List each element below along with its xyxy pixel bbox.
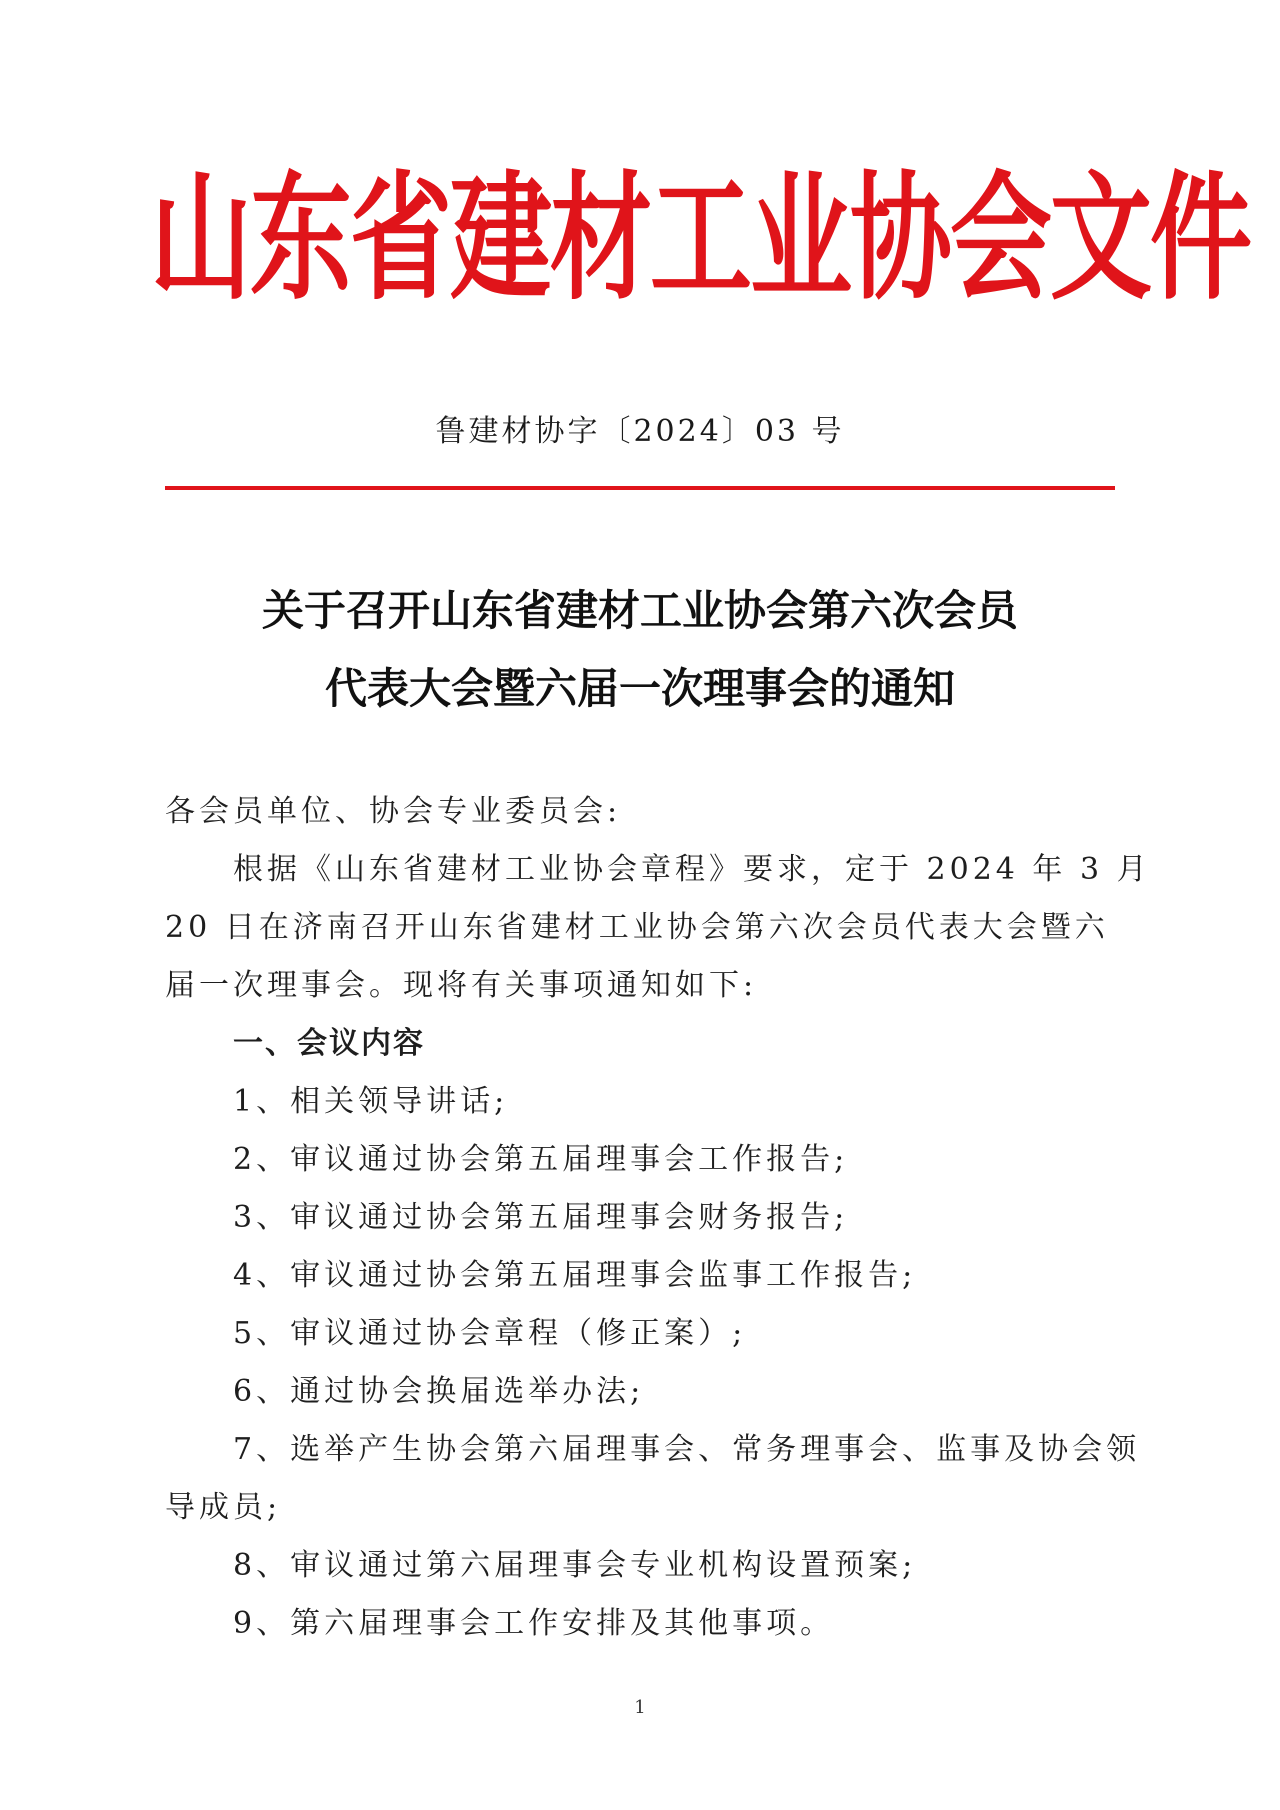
notice-body: [165, 783, 1151, 1653]
intro-line-3: 届一次理事会。现将有关事项通知如下:: [165, 968, 758, 1003]
list-item-1: 1、相关领导讲话;: [233, 1084, 509, 1119]
masthead-title: 山东省建材工业协会文件: [150, 159, 1250, 320]
section-heading-meeting-content: 一、会议内容: [233, 1026, 425, 1061]
list-item-4: 4、审议通过协会第五届理事会监事工作报告;: [233, 1258, 917, 1293]
list-item-2: 2、审议通过协会第五届理事会工作报告;: [233, 1142, 849, 1177]
list-item-7-continued: 导成员;: [165, 1490, 282, 1525]
list-item-6: 6、通过协会换届选举办法;: [233, 1374, 645, 1409]
intro-line-1: 根据《山东省建材工业协会章程》要求，定于 2024 年 3 月: [233, 852, 1151, 887]
notice-title: [0, 572, 1280, 728]
page-number: 1: [634, 1697, 646, 1718]
salutation: 各会员单位、协会专业委员会:: [165, 794, 622, 829]
red-divider-line: [165, 486, 1115, 490]
list-item-8: 8、审议通过第六届理事会专业机构设置预案;: [233, 1548, 917, 1583]
document-number: 鲁建材协字〔2024〕03 号: [435, 414, 845, 449]
list-item-3: 3、审议通过协会第五届理事会财务报告;: [233, 1200, 849, 1235]
list-item-5: 5、审议通过协会章程（修正案）;: [233, 1316, 747, 1351]
list-item-7: 7、选举产生协会第六届理事会、常务理事会、监事及协会领: [233, 1432, 1141, 1467]
notice-title-line-1: 关于召开山东省建材工业协会第六次会员: [261, 586, 1018, 635]
notice-title-line-2: 代表大会暨六届一次理事会的通知: [324, 664, 955, 713]
list-item-9: 9、第六届理事会工作安排及其他事项。: [233, 1606, 835, 1641]
intro-line-2: 20 日在济南召开山东省建材工业协会第六次会员代表大会暨六: [165, 910, 1109, 945]
